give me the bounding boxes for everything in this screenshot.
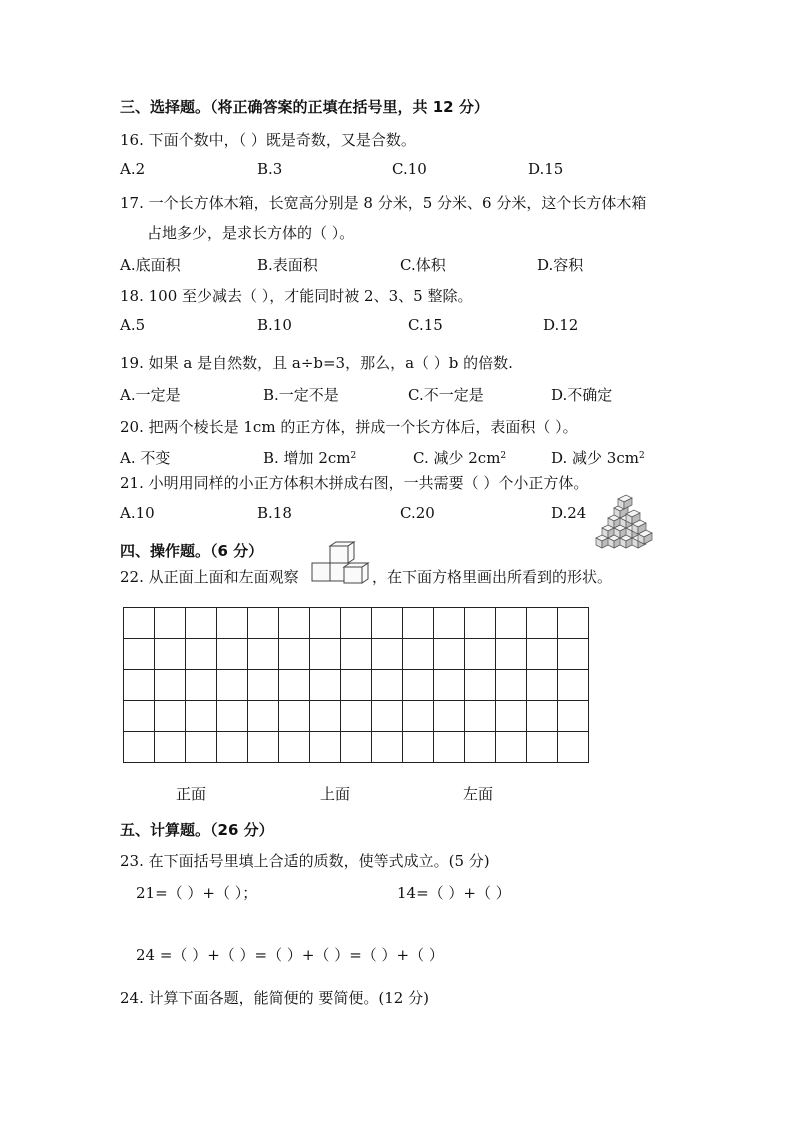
question-17-line1: 17. 一个长方体木箱，长宽高分别是 8 分米，5 分米、6 分米，这个长方体木箱	[120, 194, 647, 212]
grid-cell[interactable]	[310, 639, 341, 670]
grid-cell[interactable]	[279, 608, 310, 639]
grid-cell[interactable]	[248, 608, 279, 639]
grid-cell[interactable]	[124, 670, 155, 701]
grid-cell[interactable]	[558, 732, 589, 763]
grid-cell[interactable]	[155, 670, 186, 701]
grid-cell[interactable]	[155, 639, 186, 670]
question-22-part1: 22. 从正面上面和左面观察	[120, 568, 299, 586]
grid-cell[interactable]	[434, 670, 465, 701]
grid-cell[interactable]	[217, 608, 248, 639]
grid-cell[interactable]	[527, 701, 558, 732]
grid-cell[interactable]	[434, 701, 465, 732]
q21-option-d: D.24	[551, 504, 587, 522]
q17-option-c: C.体积	[400, 256, 446, 274]
question-22-part2: ，在下面方格里画出所看到的形状。	[372, 568, 613, 586]
grid-cell[interactable]	[527, 670, 558, 701]
grid-cell[interactable]	[496, 732, 527, 763]
grid-cell[interactable]	[186, 670, 217, 701]
grid-cell[interactable]	[558, 701, 589, 732]
grid-cell[interactable]	[372, 732, 403, 763]
section5-heading: 五、计算题。（26 分）	[120, 821, 274, 839]
q16-option-b: B.3	[257, 160, 283, 178]
q17-option-d: D.容积	[537, 256, 584, 274]
grid-cell[interactable]	[124, 639, 155, 670]
grid-cell[interactable]	[465, 732, 496, 763]
grid-cell[interactable]	[434, 732, 465, 763]
section4-heading: 四、操作题。（6 分）	[120, 542, 264, 560]
label-front: 正面	[176, 785, 207, 803]
grid-cell[interactable]	[341, 639, 372, 670]
q16-option-d: D.15	[528, 160, 564, 178]
grid-cell[interactable]	[403, 608, 434, 639]
grid-cell[interactable]	[217, 639, 248, 670]
grid-cell[interactable]	[372, 639, 403, 670]
grid-cell[interactable]	[558, 670, 589, 701]
grid-cell[interactable]	[465, 701, 496, 732]
q19-option-a: A.一定是	[120, 386, 181, 404]
q17-option-b: B.表面积	[257, 256, 318, 274]
grid-cell[interactable]	[465, 608, 496, 639]
grid-cell[interactable]	[403, 670, 434, 701]
q20-option-a: A. 不变	[120, 449, 171, 467]
grid-row	[124, 732, 589, 763]
grid-cell[interactable]	[248, 732, 279, 763]
q19-option-d: D.不确定	[551, 386, 613, 404]
q21-option-b: B.18	[257, 504, 292, 522]
grid-cell[interactable]	[248, 639, 279, 670]
q21-option-a: A.10	[120, 504, 155, 522]
q18-option-a: A.5	[120, 316, 146, 334]
q18-option-c: C.15	[408, 316, 443, 334]
grid-cell[interactable]	[155, 732, 186, 763]
grid-cell[interactable]	[465, 639, 496, 670]
grid-cell[interactable]	[279, 670, 310, 701]
grid-row	[124, 670, 589, 701]
cube-stack-figure	[310, 541, 372, 585]
question-24: 24. 计算下面各题，能简便的 要简便。(12 分)	[120, 989, 429, 1007]
cube-pyramid-figure	[592, 494, 656, 550]
grid-row	[124, 608, 589, 639]
grid-cell[interactable]	[310, 608, 341, 639]
q16-option-a: A.2	[120, 160, 146, 178]
grid-cell[interactable]	[496, 701, 527, 732]
grid-cell[interactable]	[124, 608, 155, 639]
grid-cell[interactable]	[155, 608, 186, 639]
question-21: 21. 小明用同样的小正方体积木拼成右图，一共需要（ ）个小正方体。	[120, 474, 589, 492]
q20-option-c: C. 减少 $2cm^2$	[413, 449, 507, 467]
grid-cell[interactable]	[279, 732, 310, 763]
grid-cell[interactable]	[341, 732, 372, 763]
q18-option-d: D.12	[543, 316, 579, 334]
q20-option-b: B. 增加 $2cm^2$	[263, 449, 357, 467]
grid-cell[interactable]	[186, 701, 217, 732]
grid-cell[interactable]	[434, 639, 465, 670]
grid-cell[interactable]	[527, 639, 558, 670]
grid-cell[interactable]	[155, 701, 186, 732]
question-18: 18. 100 至少减去（ ），才能同时被 2、3、5 整除。	[120, 287, 473, 305]
label-left: 左面	[463, 785, 494, 803]
grid-cell[interactable]	[558, 608, 589, 639]
grid-cell[interactable]	[186, 639, 217, 670]
grid-row	[124, 639, 589, 670]
grid-cell[interactable]	[279, 639, 310, 670]
grid-cell[interactable]	[403, 732, 434, 763]
q20-option-d: D. 减少 $3cm^2$	[551, 449, 645, 467]
grid-cell[interactable]	[124, 732, 155, 763]
grid-cell[interactable]	[217, 732, 248, 763]
grid-cell[interactable]	[527, 732, 558, 763]
grid-cell[interactable]	[248, 701, 279, 732]
question-20: 20. 把两个棱长是 1cm 的正方体，拼成一个长方体后，表面积（ ）。	[120, 418, 578, 436]
grid-cell[interactable]	[310, 701, 341, 732]
section3-heading: 三、选择题。（将正确答案的正填在括号里，共 12 分）	[120, 98, 489, 116]
grid-cell[interactable]	[217, 670, 248, 701]
grid-cell[interactable]	[372, 608, 403, 639]
q19-option-c: C.不一定是	[408, 386, 484, 404]
grid-cell[interactable]	[372, 670, 403, 701]
q18-option-b: B.10	[257, 316, 292, 334]
grid-cell[interactable]	[217, 701, 248, 732]
grid-row	[124, 701, 589, 732]
equation-14[interactable]: 14=（ ）+（ ）	[397, 884, 511, 902]
question-16: 16. 下面个数中，（ ）既是奇数，又是合数。	[120, 131, 416, 149]
equation-24[interactable]: 24 =（ ）+（ ）=（ ）+（ ）=（ ）+（ ）	[136, 946, 444, 964]
grid-cell[interactable]	[558, 639, 589, 670]
label-top: 上面	[320, 785, 351, 803]
q17-option-a: A.底面积	[120, 256, 181, 274]
grid-cell[interactable]	[341, 670, 372, 701]
grid-cell[interactable]	[465, 670, 496, 701]
question-17-line2: 占地多少，是求长方体的（ ）。	[147, 224, 355, 242]
grid-cell[interactable]	[403, 701, 434, 732]
grid-cell[interactable]	[186, 732, 217, 763]
equation-21[interactable]: 21=（ ）+（ ）；	[136, 884, 258, 902]
grid-cell[interactable]	[186, 608, 217, 639]
grid-cell[interactable]	[310, 732, 341, 763]
grid-cell[interactable]	[279, 701, 310, 732]
grid-cell[interactable]	[341, 608, 372, 639]
grid-cell[interactable]	[403, 639, 434, 670]
grid-cell[interactable]	[434, 608, 465, 639]
q21-option-c: C.20	[400, 504, 435, 522]
grid-cell[interactable]	[372, 701, 403, 732]
grid-cell[interactable]	[496, 670, 527, 701]
grid-cell[interactable]	[124, 701, 155, 732]
grid-cell[interactable]	[496, 608, 527, 639]
q19-option-b: B.一定不是	[263, 386, 339, 404]
question-19: 19. 如果 a 是自然数，且 a÷b=3，那么，a（ ）b 的倍数.	[120, 354, 513, 372]
q16-option-c: C.10	[392, 160, 427, 178]
grid-cell[interactable]	[341, 701, 372, 732]
grid-cell[interactable]	[496, 639, 527, 670]
question-23: 23. 在下面括号里填上合适的质数，使等式成立。(5 分)	[120, 852, 490, 870]
drawing-grid[interactable]	[123, 607, 589, 763]
grid-cell[interactable]	[248, 670, 279, 701]
grid-cell[interactable]	[310, 670, 341, 701]
grid-cell[interactable]	[527, 608, 558, 639]
